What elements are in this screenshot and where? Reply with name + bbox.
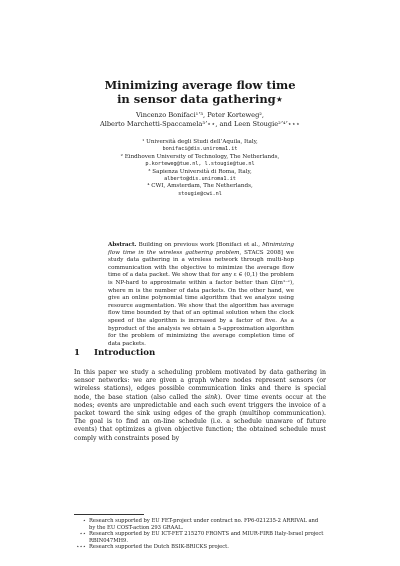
affiliation-email: p.korteweg@tue.nl, l.stougie@tue.nl: [145, 161, 255, 168]
affiliations: [0, 139, 400, 198]
author-list: [0, 111, 400, 129]
authors-line-1: Vincenzo Bonifaci¹ʼ³, Peter Korteweg²,: [135, 111, 265, 119]
abstract: [108, 242, 294, 348]
footnote-text: Research supported the Dutch BSIK-BRICKS project.: [89, 544, 229, 551]
affiliation-email: stougie@cwi.nl: [178, 190, 222, 197]
intro-text-part2: ). Over time events occur at the nodes; events are unpredictable and each such event triggers the invoice of a packet toward the sink using edges of the graph (multihop communication). The goal is to find an on-line schedule (i.e. a schedule unaware of future events) that optimizes a given objective function; the obtained schedule must comply with constraints posed by: [74, 393, 326, 442]
abstract-citation: Minimizing flow time in the wireless gathering problem: [108, 242, 294, 256]
section-title: Introduction: [94, 348, 156, 358]
abstract-label: Abstract.: [108, 242, 137, 248]
footnote-text: Research supported by EU FET-project under contract no. FP6-021235-2 ARRIVAL and by the EU COST-action 293 GRAAL.: [89, 518, 319, 531]
affiliation-line: ¹ Università degli Studi dell’Aquila, Italy,: [142, 139, 258, 145]
footnotes: [74, 518, 326, 551]
intro-sink-term: sink: [204, 393, 218, 401]
footnote-text: Research supported by EU ICT-FET 215270 FRONTS and MIUR-FIRB Italy-Israel project RBIN047MH9.: [89, 531, 324, 544]
intro-paragraph: [74, 369, 326, 443]
affiliation-email: bonifaci@dis.uniroma1.it: [162, 146, 238, 153]
section-number: 1: [74, 348, 80, 358]
intro-text-part1: In this paper we study a scheduling problem motivated by data gathering in sensor networks: we are given a graph where nodes represent sensors (or wireless stations), edges possible communication links and there is special node, the base station (also called the: [74, 369, 326, 401]
affiliation-email: alberto@dis.uniroma1.it: [164, 176, 236, 183]
footnote-rule: [74, 514, 144, 515]
abstract-text-part1: Building on previous work [Bonifaci et al.,: [138, 242, 263, 248]
abstract-text-part2: , STACS 2008] we study data gathering in a wireless network through multi-hop communication with the objective to minimize the average flow time of a data packet. We show that for any ε ∈ (0,1) the problem is NP-hard to approximate within a factor better than Ω(m¹⁻ᵋ), where m is the number of data packets. On the other hand, we give an online polynomial time algorithm that we analyze using resource augmentation. We show that the algorithm has average flow time bounded by that of an optimal solution when the clock speed of the algorithm is increased by a factor of five. As a byproduct of the analysis we obtain a 5-approximation algorithm for the problem of minimizing the average completion time of data packets.: [108, 249, 294, 347]
footnote: [74, 518, 326, 531]
title-line-1: Minimizing average flow time: [104, 78, 296, 92]
authors-line-2: Alberto Marchetti-Spaccamela³ʼ⋆⋆, and Leen Stougie²ʼ⁴ʼ⋆⋆⋆: [99, 120, 301, 128]
footnote: [74, 544, 326, 551]
affiliation-line: ⁴ CWI, Amsterdam, The Netherlands,: [147, 183, 253, 190]
section-heading: [74, 348, 155, 358]
footnote-mark: ⋆⋆⋆: [76, 544, 86, 551]
affiliation-line: ³ Sapienza Università di Roma, Italy,: [148, 168, 252, 175]
footnote-mark: ⋆: [82, 518, 86, 524]
footnote: [74, 531, 326, 544]
paper-title: [0, 78, 400, 106]
title-line-2: in sensor data gathering⋆: [117, 92, 283, 106]
affiliation-line: ² Eindhoven University of Technology, The Netherlands,: [120, 153, 280, 160]
footnote-mark: ⋆⋆: [79, 531, 86, 538]
